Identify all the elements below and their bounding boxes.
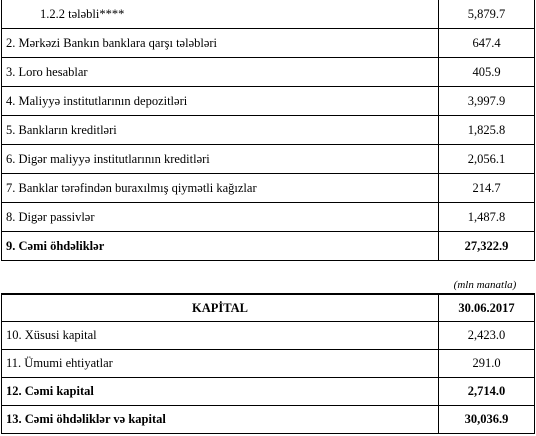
- table-row: [2, 145, 535, 174]
- row-label: 3. Loro hesablar: [2, 58, 439, 87]
- row-value: 3,997.9: [439, 87, 535, 116]
- table-row: [2, 350, 535, 378]
- row-value: 1,825.8: [439, 116, 535, 145]
- row-label: 10. Xüsusi kapital: [2, 322, 439, 350]
- row-label: 7. Banklar tərəfindən buraxılmış qiymətli kağızlar: [2, 174, 439, 203]
- table-row: [2, 0, 535, 29]
- table-row: [2, 87, 535, 116]
- table-row: [2, 203, 535, 232]
- table-row: [2, 29, 535, 58]
- row-value: 30,036.9: [439, 406, 535, 434]
- row-value: 291.0: [439, 350, 535, 378]
- row-label: 6. Digər maliyyə institutlarının kreditləri: [2, 145, 439, 174]
- row-value: 2,056.1: [439, 145, 535, 174]
- row-value: 214.7: [439, 174, 535, 203]
- row-label: 12. Cəmi kapital: [2, 378, 439, 406]
- row-value: 27,322.9: [439, 232, 535, 261]
- row-value: 2,423.0: [439, 322, 535, 350]
- units-note: (mln manatla): [453, 279, 517, 291]
- row-label: 9. Cəmi öhdəliklər: [2, 232, 439, 261]
- total-capital-row: [2, 378, 535, 406]
- total-liabilities-row: [2, 232, 535, 261]
- grand-total-row: [2, 406, 535, 434]
- capital-table: [1, 293, 535, 434]
- table-row: [2, 174, 535, 203]
- date-header: 30.06.2017: [439, 294, 535, 322]
- row-value: 647.4: [439, 29, 535, 58]
- table-row: [2, 116, 535, 145]
- row-value: 2,714.0: [439, 378, 535, 406]
- row-label: 1.2.2 tələbli****: [2, 0, 439, 29]
- row-label: 4. Maliyyə institutlarının depozitləri: [2, 87, 439, 116]
- row-value: 405.9: [439, 58, 535, 87]
- capital-header: KAPİTAL: [2, 294, 439, 322]
- row-label: 13. Cəmi öhdəliklər və kapital: [2, 406, 439, 434]
- table-row: [2, 58, 535, 87]
- row-label: 8. Digər passivlər: [2, 203, 439, 232]
- row-label: 5. Bankların kreditləri: [2, 116, 439, 145]
- row-value: 1,487.8: [439, 203, 535, 232]
- table-header-row: [2, 294, 535, 322]
- row-label: 11. Ümumi ehtiyatlar: [2, 350, 439, 378]
- liabilities-table: [1, 0, 535, 261]
- row-label: 2. Mərkəzi Bankın banklara qarşı tələbləri: [2, 29, 439, 58]
- table-row: [2, 322, 535, 350]
- row-value: 5,879.7: [439, 0, 535, 29]
